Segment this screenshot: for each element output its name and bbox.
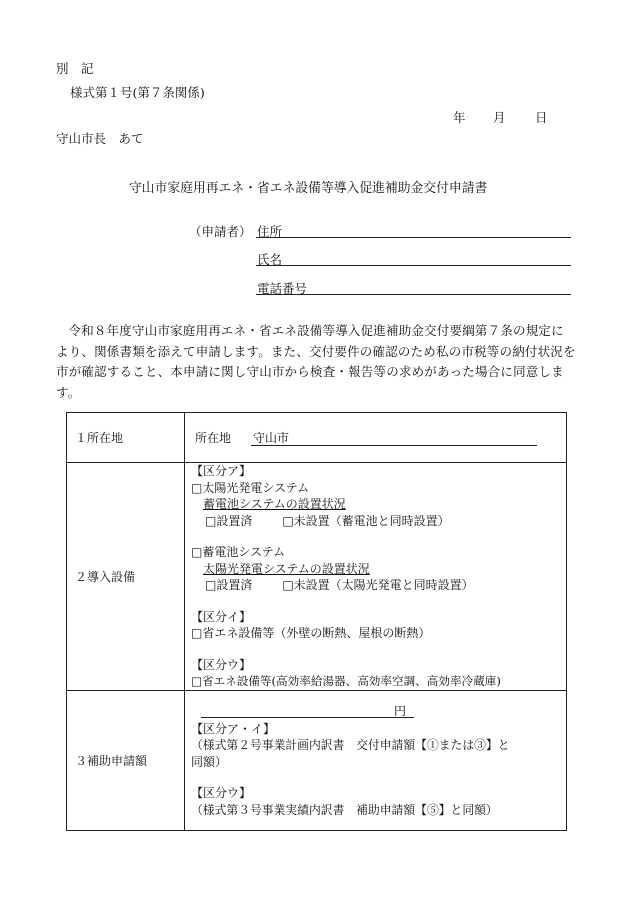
kubun-ai-note-1: （様式第２号事業計画内訳書 交付申請額【①または③】と	[191, 738, 510, 753]
battery-installed-checkbox[interactable]: □設置済	[205, 513, 253, 528]
subsidy-amount-value	[185, 690, 567, 830]
solar-installed-checkbox[interactable]: □設置済	[205, 578, 253, 592]
solar-status-heading: 太陽光発電システムの設置状況	[203, 561, 370, 576]
addressee: 守山市長 あて	[56, 131, 144, 146]
kubun-ai-heading: 【区分ア・イ】	[191, 721, 276, 736]
date-year: 年	[453, 110, 466, 125]
insulation-checkbox[interactable]: □省エネ設備等（外壁の断熱、屋根の断熱）	[191, 626, 431, 640]
bekki-label: 別 記	[56, 61, 94, 76]
location-value	[185, 413, 567, 463]
equipment-row	[67, 463, 567, 691]
kubun-u-heading: 【区分ウ】	[191, 657, 252, 672]
kubun-u-note: （様式第３号事業実績内訳書 補助申請額【⑤】と同額）	[191, 802, 498, 817]
location-prefix: 所在地	[195, 430, 232, 445]
kubun-ai-note-2: 同額）	[191, 754, 228, 769]
applicant-address-label: 住所	[257, 224, 283, 239]
location-city: 守山市	[253, 430, 290, 445]
date-day: 日	[535, 110, 548, 125]
solar-status-options	[191, 577, 566, 594]
document-title: 守山市家庭用再エネ・省エネ設備等導入促進補助金交付申請書	[129, 181, 488, 196]
applicant-phone-line	[256, 294, 571, 295]
applicant-label: （申請者）	[189, 224, 252, 239]
subsidy-amount-label: ３補助申請額	[67, 690, 185, 830]
battery-status-options	[191, 513, 566, 530]
applicant-phone-label: 電話番号	[257, 281, 308, 296]
kubun-a-heading: 【区分ア】	[191, 464, 252, 478]
date-month: 月	[493, 110, 506, 125]
equipment-label: ２導入設備	[67, 463, 185, 691]
location-row	[67, 413, 567, 463]
application-statement: 令和８年度守山市家庭用再エネ・省エネ設備等導入促進補助金交付要綱第７条の規定により、関係書類を添えて申請します。また、交付要件の確認のため私の市税等の納付状況を市が確認すること、本申請に関し守山市から検査・報告等の求めがあった場合に同意します。	[56, 323, 576, 400]
solar-checkbox[interactable]: □太陽光発電システム	[191, 480, 310, 495]
application-table	[66, 412, 567, 831]
amount-field[interactable]	[191, 702, 566, 721]
yen-unit: 円	[394, 703, 407, 718]
amount-line	[201, 717, 414, 718]
applicant-name-label: 氏名	[257, 252, 283, 267]
applicant-name-line	[256, 265, 571, 266]
solar-not-installed-checkbox[interactable]: □未設置（太陽光発電と同時設置）	[282, 578, 474, 592]
kubun-u-amount-heading: 【区分ウ】	[191, 786, 252, 801]
battery-checkbox[interactable]: □蓄電池システム	[191, 545, 286, 559]
kubun-i-heading: 【区分イ】	[191, 609, 252, 624]
efficient-equipment-checkbox[interactable]: □省エネ設備等(高効率給湯器、高効率空調、高効率冷蔵庫)	[191, 674, 501, 688]
subsidy-amount-row	[67, 690, 567, 830]
applicant-address-line	[256, 237, 571, 238]
equipment-value	[185, 463, 567, 691]
location-label: １所在地	[67, 413, 185, 463]
location-line	[251, 445, 537, 446]
battery-not-installed-checkbox[interactable]: □未設置（蓄電池と同時設置）	[282, 513, 450, 528]
battery-status-heading: 蓄電池システムの設置状況	[203, 497, 346, 511]
form-number: 様式第１号(第７条関係)	[70, 85, 205, 100]
